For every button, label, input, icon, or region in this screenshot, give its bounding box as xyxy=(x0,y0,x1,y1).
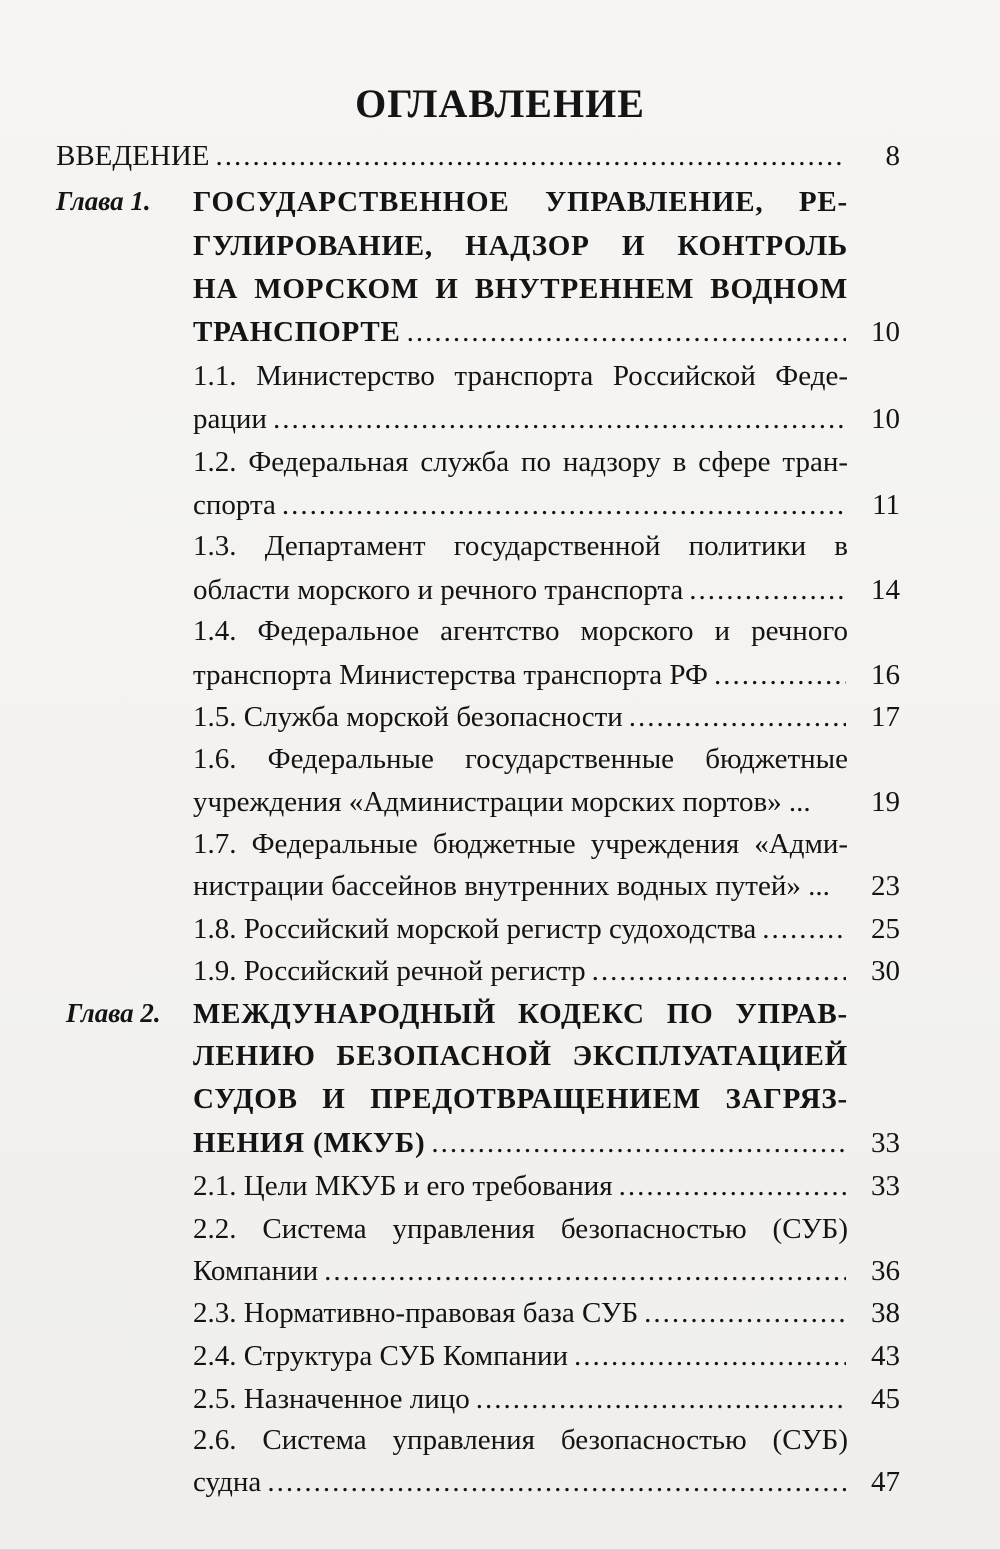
page-number: 11 xyxy=(872,489,900,521)
entry-text: СУДОВ И ПРЕДОТВРАЩЕНИЕМ ЗАГРЯЗ- xyxy=(193,1083,848,1115)
dot-leader xyxy=(689,574,846,607)
toc-heading: ОГЛАВЛЕНИЕ xyxy=(355,81,645,126)
chapter-label: Глава 1. xyxy=(56,186,151,216)
page-number: 30 xyxy=(871,955,900,987)
dot-leader xyxy=(273,403,846,436)
page-number: 17 xyxy=(871,701,900,733)
entry-text: судна xyxy=(193,1466,262,1498)
dot-leader xyxy=(762,913,846,946)
page-number: 10 xyxy=(871,403,900,435)
entry-text: НА МОРСКОМ И ВНУТРЕННЕМ ВОДНОМ xyxy=(193,273,848,305)
dot-leader xyxy=(407,316,846,349)
entry-text: ТРАНСПОРТЕ xyxy=(193,316,401,348)
entry-text: 2.4. Структура СУБ Компании xyxy=(193,1340,569,1372)
page-number: 45 xyxy=(871,1383,900,1415)
dot-leader xyxy=(619,1170,846,1203)
section-line xyxy=(193,701,900,734)
section-line xyxy=(193,1297,900,1330)
entry-text: 1.7. Федеральные бюджетные учреждения «Адми- xyxy=(193,828,848,860)
section-line xyxy=(193,870,900,903)
entry-text: ГОСУДАРСТВЕННОЕ УПРАВЛЕНИЕ, РЕ- xyxy=(193,186,848,218)
page-number: 47 xyxy=(871,1466,900,1498)
chapter-title-line xyxy=(193,316,900,349)
entry-text: спорта xyxy=(193,489,276,521)
entry-text: 1.2. Федеральная служба по надзору в сфере тран- xyxy=(193,446,848,478)
section-line xyxy=(193,828,848,861)
entry-text: ГУЛИРОВАНИЕ, НАДЗОР И КОНТРОЛЬ xyxy=(193,230,848,262)
entry-text: 1.1. Министерство транспорта Российской Феде- xyxy=(193,360,848,392)
section-line xyxy=(193,955,900,988)
page-number: 14 xyxy=(871,574,900,606)
entry-text: 1.9. Российский речной регистр xyxy=(193,955,586,987)
entry-text: 2.6. Система управления безопасностью (СУБ) xyxy=(193,1424,848,1456)
entry-text: 1.5. Служба морской безопасности xyxy=(193,701,623,733)
section-line xyxy=(193,1466,900,1499)
dot-leader xyxy=(324,1255,846,1288)
dot-leader xyxy=(267,1466,846,1499)
chapter-title-line xyxy=(193,1127,900,1160)
section-line xyxy=(193,403,900,436)
entry-text: НЕНИЯ (МКУБ) xyxy=(193,1127,426,1159)
entry-text: рации xyxy=(193,403,267,435)
entry-text: 1.6. Федеральные государственные бюджетные xyxy=(193,743,848,775)
section-line xyxy=(193,1213,848,1246)
entry-text: 2.3. Нормативно-правовая база СУБ xyxy=(193,1297,639,1329)
section-line xyxy=(193,574,900,607)
chapter-title-line xyxy=(193,273,848,306)
chapter-label: Глава 2. xyxy=(66,998,161,1028)
page-number: 33 xyxy=(871,1170,900,1202)
chapter-title-line xyxy=(193,1040,848,1073)
entry-text: 1.3. Департамент государственной политики в xyxy=(193,530,848,562)
section-line xyxy=(193,1170,900,1203)
dot-leader xyxy=(644,1297,846,1330)
page-number: 16 xyxy=(871,659,900,691)
section-line xyxy=(193,1383,900,1416)
intro-label: ВВЕДЕНИЕ xyxy=(56,140,210,172)
section-line xyxy=(193,615,848,648)
entry-text: 1.4. Федеральное агентство морского и речного xyxy=(193,615,848,647)
entry-text: Компании xyxy=(193,1255,319,1287)
page-number: 23 xyxy=(871,870,900,902)
section-line xyxy=(193,530,848,563)
page-number: 25 xyxy=(871,913,900,945)
page-number: 43 xyxy=(871,1340,900,1372)
page-number: 33 xyxy=(871,1127,900,1159)
entry-text: ЛЕНИЮ БЕЗОПАСНОЙ ЭКСПЛУАТАЦИЕЙ xyxy=(193,1040,848,1072)
dot-leader xyxy=(216,140,847,173)
entry-text: 2.2. Система управления безопасностью (СУБ) xyxy=(193,1213,848,1245)
chapter-title-line xyxy=(193,1083,848,1116)
page-number: 19 xyxy=(871,786,900,818)
entry-text: 1.8. Российский морской регистр судоходства xyxy=(193,913,757,945)
entry-text: МЕЖДУНАРОДНЫЙ КОДЕКС ПО УПРАВ- xyxy=(193,998,848,1030)
dot-leader xyxy=(629,701,846,734)
section-line xyxy=(193,360,848,393)
page-number: 38 xyxy=(871,1297,900,1329)
section-line xyxy=(193,446,848,479)
dot-leader xyxy=(476,1383,846,1416)
section-line xyxy=(193,1255,900,1288)
entry-text: учреждения «Администрации морских портов» ... xyxy=(193,786,811,818)
entry-text: транспорта Министерства транспорта РФ xyxy=(193,659,708,691)
section-line xyxy=(193,913,900,946)
section-line xyxy=(193,659,900,692)
section-line xyxy=(193,1340,900,1373)
dot-leader xyxy=(282,489,846,522)
entry-text: 2.5. Назначенное лицо xyxy=(193,1383,470,1415)
entry-text: области морского и речного транспорта xyxy=(193,574,684,606)
entry-text: 2.1. Цели МКУБ и его требования xyxy=(193,1170,613,1202)
section-line xyxy=(193,743,848,776)
chapter-title-line xyxy=(193,998,848,1031)
page-number: 8 xyxy=(885,140,900,172)
toc-entry-intro xyxy=(56,140,900,173)
section-line xyxy=(193,489,900,522)
chapter-title-line xyxy=(193,186,848,219)
dot-leader xyxy=(431,1127,846,1160)
entry-text: нистрации бассейнов внутренних водных путей» ... xyxy=(193,870,830,902)
page-number: 36 xyxy=(871,1255,900,1287)
dot-leader xyxy=(592,955,846,988)
section-line xyxy=(193,786,900,819)
dot-leader xyxy=(574,1340,846,1373)
page-number: 10 xyxy=(871,316,900,348)
chapter-title-line xyxy=(193,230,848,263)
dot-leader xyxy=(714,659,846,692)
section-line xyxy=(193,1424,848,1457)
